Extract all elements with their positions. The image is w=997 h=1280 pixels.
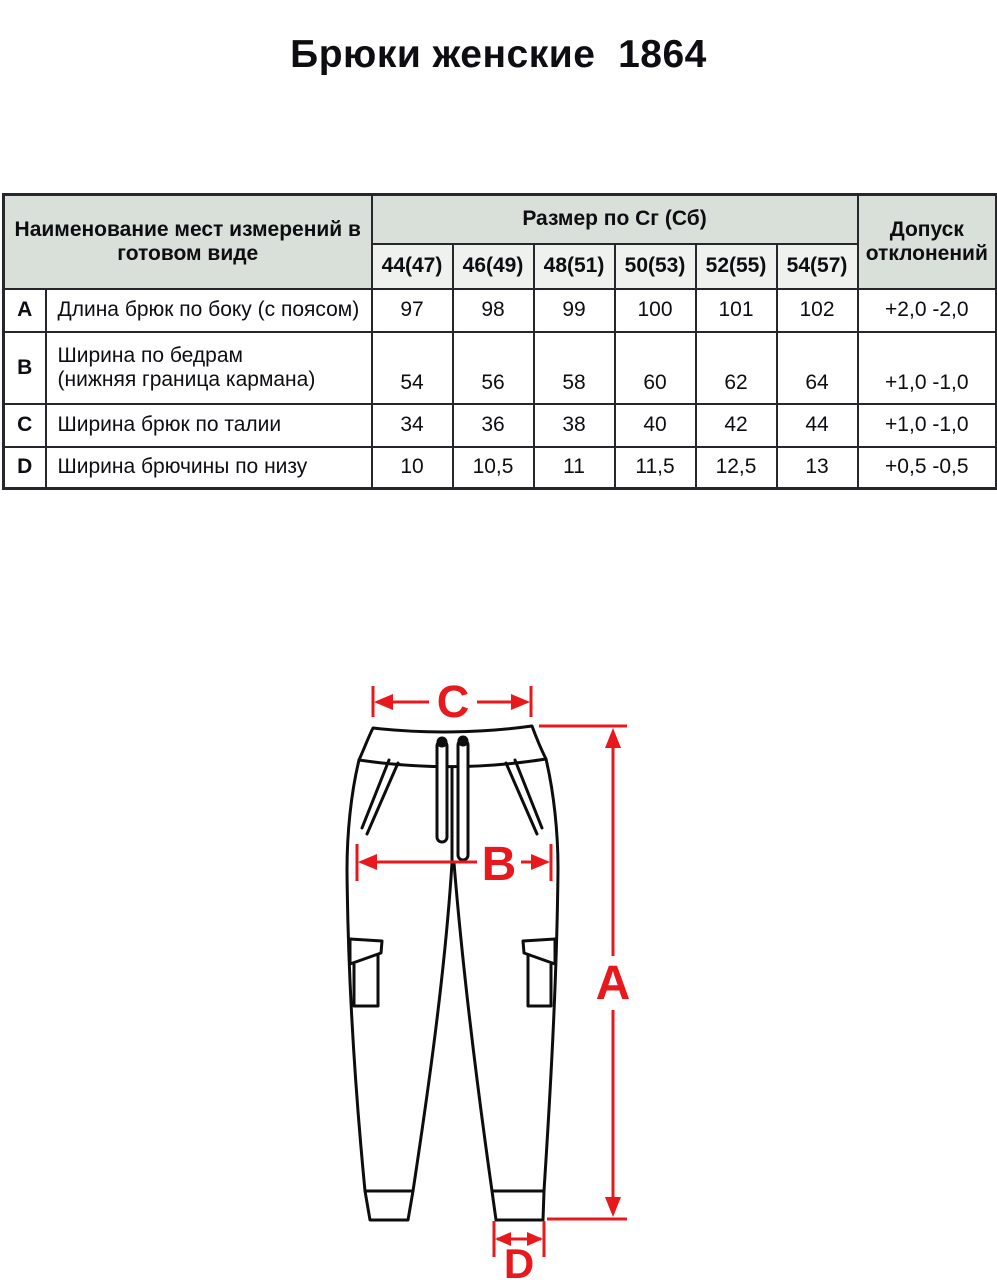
- cell-value: 42: [696, 404, 777, 447]
- cell-value: 38: [534, 404, 615, 447]
- row-letter: C: [4, 404, 46, 447]
- row-letter: B: [4, 332, 46, 404]
- row-name: Ширина по бедрам (нижняя граница кармана): [46, 332, 372, 404]
- table-header-sizes: Размер по Сг (Сб): [372, 195, 858, 244]
- cell-value: 11,5: [615, 447, 696, 489]
- table-row: [4, 447, 997, 489]
- dim-label-a: A: [595, 957, 631, 1010]
- size-col-44: 44(47): [372, 244, 453, 289]
- cell-value: 102: [777, 289, 858, 332]
- cell-value: 36: [453, 404, 534, 447]
- cell-value: 101: [696, 289, 777, 332]
- size-table: [2, 193, 997, 490]
- pants-technical-drawing: [330, 660, 662, 1280]
- cell-value: 97: [372, 289, 453, 332]
- drawstring-left: [437, 737, 448, 843]
- size-col-50: 50(53): [615, 244, 696, 289]
- dim-line-c: [373, 676, 531, 727]
- table-row: [4, 289, 997, 332]
- drawstring-right: [458, 736, 469, 861]
- cell-value: 99: [534, 289, 615, 332]
- cell-value: 12,5: [696, 447, 777, 489]
- size-col-54: 54(57): [777, 244, 858, 289]
- cell-tolerance: +1,0 -1,0: [858, 404, 997, 447]
- cell-tolerance: +1,0 -1,0: [858, 332, 997, 404]
- row-letter: D: [4, 447, 46, 489]
- size-col-52: 52(55): [696, 244, 777, 289]
- cell-value: 11: [534, 447, 615, 489]
- cell-value: 56: [453, 332, 534, 404]
- table-header-tolerance: Допуск отклонений: [858, 195, 997, 289]
- cell-value: 58: [534, 332, 615, 404]
- dim-label-c: C: [436, 676, 470, 727]
- cell-value: 34: [372, 404, 453, 447]
- cuff-right: [492, 1191, 544, 1220]
- cell-value: 60: [615, 332, 696, 404]
- size-col-48: 48(51): [534, 244, 615, 289]
- hip-pocket-right: [506, 760, 542, 834]
- row-name: Длина брюк по боку (с поясом): [46, 289, 372, 332]
- cell-tolerance: +0,5 -0,5: [858, 447, 997, 489]
- cell-value: 62: [696, 332, 777, 404]
- row-letter: A: [4, 289, 46, 332]
- hip-pocket-left: [362, 760, 398, 834]
- pants-outline: [347, 726, 558, 1220]
- table-row: [4, 404, 997, 447]
- cell-tolerance: +2,0 -2,0: [858, 289, 997, 332]
- row-name: Ширина брюк по талии: [46, 404, 372, 447]
- size-col-46: 46(49): [453, 244, 534, 289]
- dim-label-b: B: [481, 838, 517, 891]
- cell-value: 44: [777, 404, 858, 447]
- cell-value: 13: [777, 447, 858, 489]
- dim-label-d: D: [503, 1240, 535, 1280]
- cell-value: 98: [453, 289, 534, 332]
- cell-value: 40: [615, 404, 696, 447]
- cell-value: 10: [372, 447, 453, 489]
- table-row: [4, 332, 997, 404]
- cell-value: 100: [615, 289, 696, 332]
- cuff-left: [365, 1191, 413, 1220]
- row-name: Ширина брючины по низу: [46, 447, 372, 489]
- table-header-measurements: Наименование мест измерений в готовом виде: [4, 195, 372, 289]
- dim-line-d: [494, 1221, 544, 1280]
- cell-value: 64: [777, 332, 858, 404]
- cell-value: 10,5: [453, 447, 534, 489]
- page-title: Брюки женские 1864: [290, 33, 707, 76]
- cell-value: 54: [372, 332, 453, 404]
